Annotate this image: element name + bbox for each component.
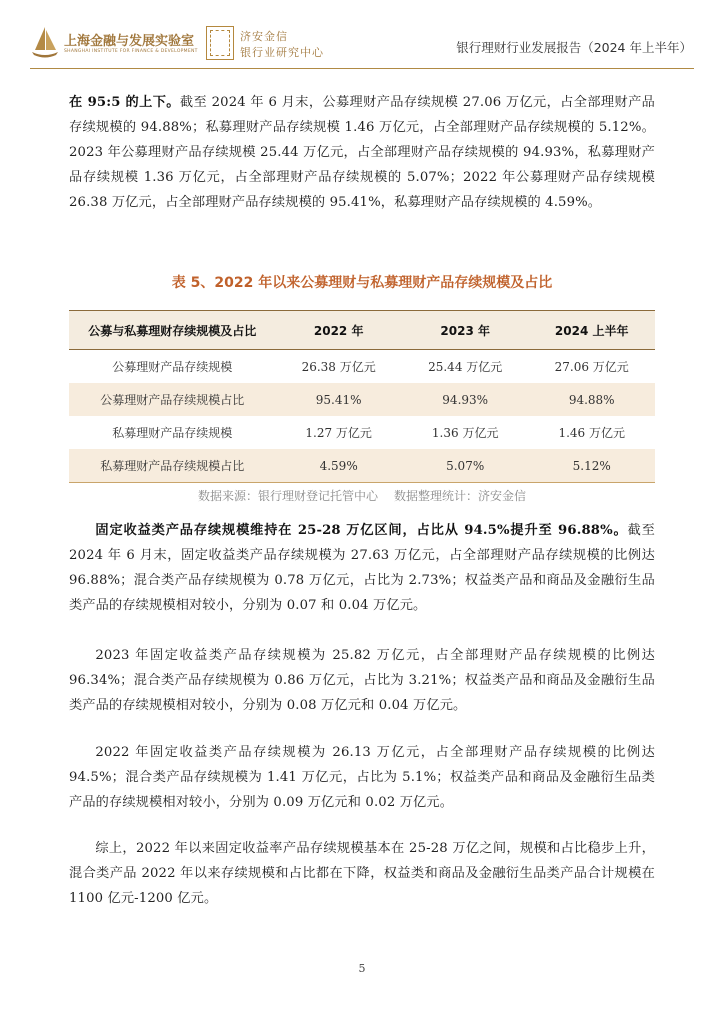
paragraph-body: 截至 2024 年 6 月末，公募理财产品存续规模 27.06 万亿元，占全部理财产品存续规模的 94.88%；私募理财产品存续规模 1.46 万亿元，占全部理财产品存续规模的 5.12%。2023 年公募理财产品存续规模 25.44 万亿元，占全部理财产品存续规模的 94.93%，私募理财产品存续规模 1.36 万亿元，占全部理财产品存续规模的 5.07%；2022 年公募理财产品存续规模 26.38 万亿元，占全部理财产品存续规模的 95.41%，私募理财产品存续规模的 4.59%。 xyxy=(69,95,655,210)
table-cell: 1.46 万亿元 xyxy=(558,426,625,440)
table-cell: 公募理财产品存续规模 xyxy=(112,360,233,374)
table-header-cell: 公募与私募理财存续规模及占比 xyxy=(69,311,275,350)
table-header-cell: 2024 上半年 xyxy=(528,311,655,350)
table-cell: 27.06 万亿元 xyxy=(554,360,629,374)
page-number: 5 xyxy=(358,962,366,975)
table-cell: 1.27 万亿元 xyxy=(305,426,372,440)
table-header-cell: 2023 年 xyxy=(402,311,529,350)
logo2-line1: 济安金信 xyxy=(240,30,288,43)
paragraph-lead-bold: 固定收益类产品存续规模维持在 25-28 万亿区间，占比从 94.5%提升至 96.88%。 xyxy=(95,523,628,538)
jian-research-logo xyxy=(206,24,346,64)
table-row xyxy=(69,449,655,483)
scale-ratio-table xyxy=(69,310,655,483)
table-cell: 5.07% xyxy=(402,449,529,483)
table-title: 表 5、2022 年以来公募理财与私募理财产品存续规模及占比 xyxy=(171,275,553,291)
logo2-line2: 银行业研究中心 xyxy=(240,46,324,59)
table-cell: 公募理财产品存续规模占比 xyxy=(69,383,275,416)
table-cell: 4.59% xyxy=(275,449,402,483)
logo-english-name: SHANGHAI INSTITUTE FOR FINANCE & DEVELOPMENT xyxy=(64,49,198,54)
seal-logo-icon xyxy=(206,26,234,60)
table-row xyxy=(69,383,655,416)
table-cell: 1.36 万亿元 xyxy=(431,426,499,440)
table-cell: 94.93% xyxy=(402,383,529,416)
sailboat-logo-icon xyxy=(30,24,60,60)
paragraph-fixed-income-2024 xyxy=(69,518,655,618)
table-cell: 25.44 万亿元 xyxy=(428,360,503,374)
paragraph-2023: 2023 年固定收益类产品存续规模为 25.82 万亿元，占全部理财产品存续规模的比例达 96.34%；混合类产品存续规模为 0.86 万亿元，占比为 3.21%；权益类产品和商品及金融衍生品类产品的存续规模相对较小，分别为 0.08 万亿元和 0.04 万亿元。 xyxy=(69,648,655,713)
table-cell: 私募理财产品存续规模 xyxy=(112,426,233,440)
table-cell: 94.88% xyxy=(528,383,655,416)
table-row xyxy=(69,350,655,384)
table-cell: 26.38 万亿元 xyxy=(301,360,376,374)
page-header xyxy=(30,22,694,69)
paragraph-2022: 2022 年固定收益类产品存续规模为 26.13 万亿元，占全部理财产品存续规模的比例达 94.5%；混合类产品存续规模为 1.41 万亿元，占比为 5.1%；权益类产品和商品及金融衍生品类产品的存续规模相对较小，分别为 0.09 万亿元和 0.02 万亿元。 xyxy=(69,745,655,810)
paragraph-public-private xyxy=(69,90,655,215)
data-compiler: 数据整理统计：济安金信 xyxy=(394,489,527,503)
paragraph-lead-bold: 在 95:5 的上下。 xyxy=(69,95,180,110)
data-source: 数据来源：银行理财登记托管中心 xyxy=(197,489,378,503)
table-source-note xyxy=(69,487,655,504)
table-cell: 私募理财产品存续规模占比 xyxy=(69,449,275,483)
table-row xyxy=(69,416,655,449)
table-header-cell: 2022 年 xyxy=(275,311,402,350)
paragraph-summary: 综上，2022 年以来固定收益率产品存续规模基本在 25-28 万亿之间，规模和占比稳步上升，混合类产品 2022 年以来存续规模和占比都在下降，权益类和商品及金融衍生品类产品合计规模在 1100 亿元-1200 亿元。 xyxy=(69,841,655,906)
table-header-row xyxy=(69,311,655,350)
report-title: 银行理财行业发展报告（2024 年上半年） xyxy=(456,40,692,55)
shanghai-institute-logo xyxy=(30,24,210,64)
paragraph-body: 截至 2024 年 6 月末，固定收益类产品存续规模为 27.63 万亿元，占全部理财产品存续规模的比例达 96.88%；混合类产品存续规模为 0.78 万亿元，占比为 2.73%；权益类产品和商品及金融衍生品类产品的存续规模相对较小，分别为 0.07 和 0.04 万亿元。 xyxy=(69,523,655,613)
logo-chinese-name: 上海金融与发展实验室 xyxy=(64,34,195,49)
table-cell: 5.12% xyxy=(528,449,655,483)
table-cell: 95.41% xyxy=(275,383,402,416)
